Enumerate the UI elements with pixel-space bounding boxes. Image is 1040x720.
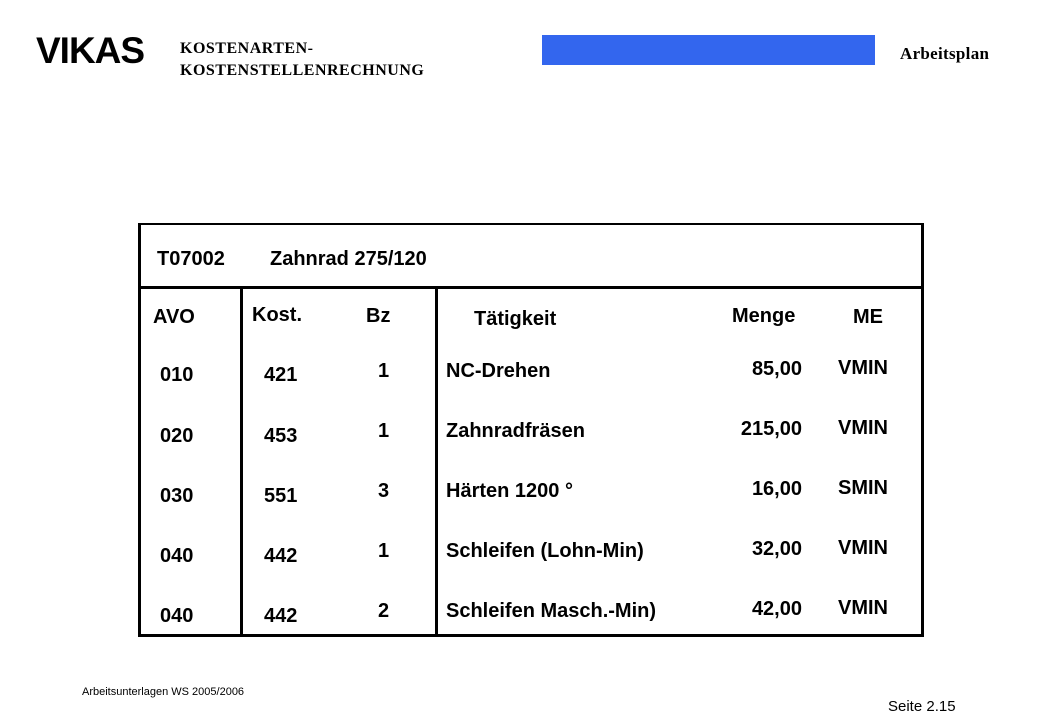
row-5-menge: 42,00 [751, 598, 802, 620]
row-3-bz: 3 [378, 480, 390, 502]
row-3-avo: 030 [160, 485, 194, 507]
row-3-me: SMIN [838, 477, 888, 499]
part-name: Zahnrad 275/120 [270, 248, 427, 270]
header-divider [141, 286, 921, 289]
row-2-me: VMIN [838, 417, 888, 439]
row-5-taetigkeit: Schleifen Masch.-Min) [446, 600, 657, 622]
row-4-taetigkeit: Schleifen (Lohn-Min) [446, 540, 644, 562]
column-header-bz: Bz [366, 305, 391, 327]
row-5-bz: 2 [378, 600, 390, 622]
column-divider-avo [240, 288, 243, 634]
row-2-kost: 453 [264, 425, 298, 447]
part-number: T07002 [157, 248, 225, 270]
vikas-logo: VIKAS [36, 30, 145, 71]
row-1-me: VMIN [838, 357, 888, 379]
row-4-bz: 1 [378, 540, 390, 562]
row-2-menge: 215,00 [740, 418, 802, 440]
column-header-menge: Menge [732, 305, 796, 327]
row-5-me: VMIN [838, 597, 888, 619]
row-2-taetigkeit: Zahnradfräsen [446, 420, 585, 442]
course-title-line1: KOSTENARTEN- [180, 40, 314, 57]
row-3-menge: 16,00 [751, 478, 802, 500]
row-5-avo: 040 [160, 605, 194, 627]
row-4-avo: 040 [160, 545, 194, 567]
column-divider-bz [435, 286, 438, 634]
row-4-menge: 32,00 [751, 538, 802, 560]
column-header-me: ME [853, 306, 883, 328]
row-4-me: VMIN [838, 537, 888, 559]
column-header-taetigkeit: Tätigkeit [474, 308, 557, 330]
page-number: Seite 2.15 [888, 698, 956, 715]
course-title [180, 38, 424, 82]
row-1-avo: 010 [160, 364, 194, 386]
row-3-taetigkeit: Härten 1200 ° [446, 480, 573, 502]
row-1-bz: 1 [378, 360, 390, 382]
column-header-kost: Kost. [252, 304, 302, 326]
row-4-kost: 442 [264, 545, 298, 567]
row-1-kost: 421 [264, 364, 298, 386]
row-3-kost: 551 [264, 485, 298, 507]
section-title: Arbeitsplan [900, 44, 990, 63]
footer-note: Arbeitsunterlagen WS 2005/2006 [82, 686, 245, 698]
row-1-taetigkeit: NC-Drehen [446, 360, 551, 382]
header-accent-bar [542, 35, 875, 65]
row-2-avo: 020 [160, 425, 194, 447]
row-1-menge: 85,00 [751, 358, 802, 380]
row-2-bz: 1 [378, 420, 390, 442]
row-5-kost: 442 [264, 605, 298, 627]
course-title-line2: KOSTENSTELLENRECHNUNG [180, 62, 425, 79]
column-header-avo: AVO [153, 306, 195, 328]
